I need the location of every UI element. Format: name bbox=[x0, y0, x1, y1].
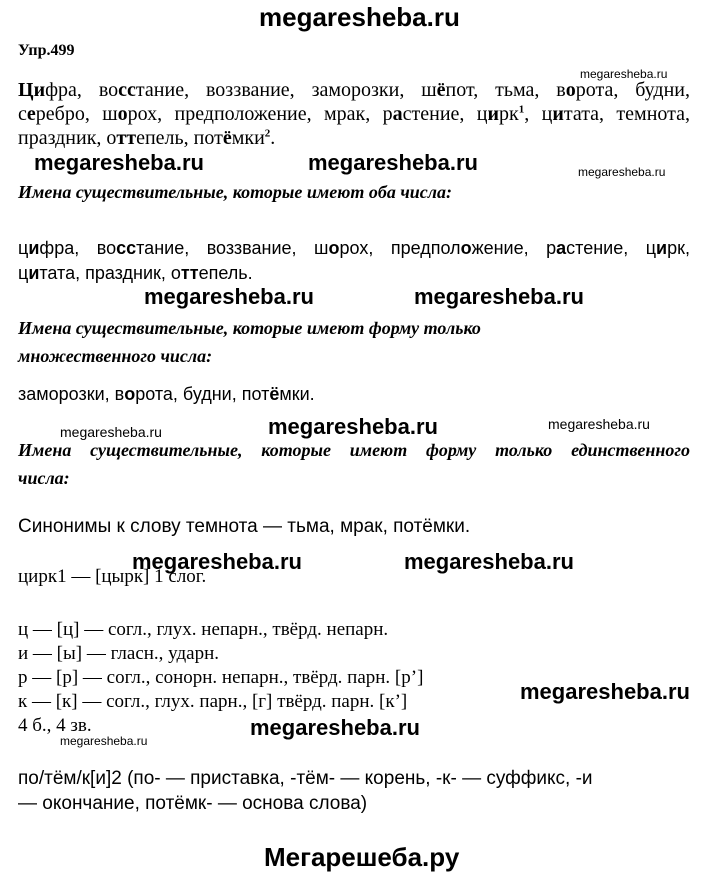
section-heading-singular-line-2: числа: bbox=[18, 468, 70, 488]
word-fragment: фра, во bbox=[45, 79, 119, 101]
word-fragment: и bbox=[28, 263, 40, 283]
word-fragment: , ц bbox=[524, 103, 553, 125]
watermark-small: megaresheba.ru bbox=[548, 416, 650, 432]
word-fragment: мки bbox=[231, 127, 265, 149]
synonyms-text: Синонимы к слову темнота — тьма, мрак, потёмки. bbox=[18, 516, 471, 537]
word-fragment: рк, bbox=[667, 238, 690, 258]
word-fragment: сс bbox=[118, 79, 136, 101]
word-fragment: о bbox=[117, 103, 128, 125]
site-header-title: megaresheba.ru bbox=[259, 2, 460, 32]
word-fragment: а bbox=[392, 103, 403, 125]
word-fragment: о bbox=[328, 238, 340, 258]
watermark-small: megaresheba.ru bbox=[578, 165, 666, 179]
word-fragment: жение, р bbox=[471, 238, 557, 258]
word-fragment: фра, во bbox=[39, 238, 117, 258]
watermark-bold: megaresheba.ru bbox=[132, 549, 302, 574]
word-fragment: о bbox=[460, 238, 472, 258]
heading-text: Имена существительные, которые имеют форму только единственного bbox=[18, 440, 690, 460]
word-fragment: ё bbox=[269, 384, 280, 404]
section-heading-plural-line-1: Имена существительные, которые имеют форму только bbox=[18, 318, 481, 338]
morpheme-line-1: по/тём/к[и]2 (по- — приставка, -тём- — корень, -к- — суффикс, -и bbox=[18, 768, 593, 789]
footer-brand: Мегарешеба.ру bbox=[264, 842, 460, 872]
word-fragment: и bbox=[656, 238, 668, 258]
word-fragment: а bbox=[556, 238, 567, 258]
word-fragment: тата, праздник, о bbox=[39, 263, 181, 283]
word-fragment: ребро, ш bbox=[35, 103, 118, 125]
word-fragment: сс bbox=[116, 238, 137, 258]
watermark-bold: megaresheba.ru bbox=[34, 150, 204, 175]
word-fragment: и bbox=[28, 238, 40, 258]
word-fragment: мки. bbox=[279, 384, 315, 404]
word-fragment: ц bbox=[18, 238, 29, 258]
watermark-bold: megaresheba.ru bbox=[520, 679, 690, 704]
word-fragment: епель. bbox=[198, 263, 253, 283]
word-fragment: о bbox=[124, 384, 136, 404]
phonetic-summary: 4 б., 4 зв. bbox=[18, 715, 92, 736]
word-fragment: рота, будни, bbox=[575, 79, 690, 101]
watermark-bold: megaresheba.ru bbox=[308, 150, 478, 175]
watermark-bold: megaresheba.ru bbox=[268, 414, 438, 439]
watermark-bold: megaresheba.ru bbox=[144, 284, 314, 309]
section-heading-both-numbers: Имена существительные, которые имеют оба числа: bbox=[18, 182, 453, 202]
word-fragment: праздник, о bbox=[18, 127, 117, 149]
word-fragment: ё bbox=[222, 127, 232, 149]
section-both-line-1 bbox=[18, 236, 690, 261]
watermark-small: megaresheba.ru bbox=[580, 67, 668, 81]
phonetic-row-2: и — [ы] — гласн., ударн. bbox=[18, 643, 220, 664]
watermark-bold: megaresheba.ru bbox=[414, 284, 584, 309]
phonetic-row-3: р — [р] — согл., сонорн. непарн., твёрд. парн. [р’] bbox=[18, 667, 424, 688]
footnote-marker: 2 bbox=[264, 127, 271, 140]
word-fragment: . bbox=[270, 127, 276, 149]
word-list-line-3 bbox=[18, 126, 690, 150]
word-fragment: стение, ц bbox=[402, 103, 488, 125]
word-fragment: рох, предпол bbox=[339, 238, 461, 258]
word-fragment: рота, будни, пот bbox=[135, 384, 270, 404]
word-fragment: тт bbox=[180, 263, 199, 283]
word-fragment: о bbox=[565, 79, 576, 101]
phonetic-word: цирк1 — [цырк] 1 слог. bbox=[18, 566, 207, 587]
watermark-bold: megaresheba.ru bbox=[250, 715, 420, 740]
watermark-small: megaresheba.ru bbox=[60, 734, 148, 748]
word-list-line-1 bbox=[18, 78, 690, 102]
footnote-marker: 1 bbox=[518, 103, 525, 116]
word-fragment: пот, тьма, в bbox=[445, 79, 566, 101]
word-fragment: тание, воззвание, заморозки, ш bbox=[135, 79, 437, 101]
word-fragment: рк bbox=[499, 103, 519, 125]
word-fragment: тт bbox=[116, 127, 137, 149]
word-fragment: тание, воззвание, ш bbox=[136, 238, 329, 258]
word-list-line-2 bbox=[18, 102, 690, 126]
word-fragment: рох, предположение, мрак, р bbox=[127, 103, 393, 125]
word-fragment: стение, ц bbox=[566, 238, 657, 258]
word-fragment: епель, пот bbox=[136, 127, 223, 149]
word-list-paragraph bbox=[18, 78, 690, 150]
word-fragment: с bbox=[18, 103, 27, 125]
section-heading-singular-line-1 bbox=[18, 436, 690, 464]
word-fragment: е bbox=[26, 103, 36, 125]
word-fragment: ц bbox=[18, 263, 29, 283]
word-fragment: ё bbox=[436, 79, 446, 101]
word-fragment: и bbox=[33, 79, 46, 101]
morpheme-line-2: — окончание, потёмк- — основа слова) bbox=[18, 793, 368, 814]
word-fragment: и bbox=[552, 103, 564, 125]
word-fragment: Ц bbox=[18, 79, 34, 101]
phonetic-row-4: к — [к] — согл., глух. парн., [г] твёрд. парн. [к’] bbox=[18, 691, 408, 712]
word-fragment: и bbox=[487, 103, 500, 125]
section-plural-text bbox=[18, 382, 315, 407]
watermark-bold: megaresheba.ru bbox=[404, 549, 574, 574]
section-both-text bbox=[18, 236, 690, 286]
phonetic-row-1: ц — [ц] — согл., глух. непарн., твёрд. непарн. bbox=[18, 619, 389, 640]
section-heading-plural-line-2: множественного числа: bbox=[18, 346, 213, 366]
word-fragment: тата, темнота, bbox=[563, 103, 690, 125]
section-both-line-2 bbox=[18, 261, 690, 286]
exercise-title: Упр.499 bbox=[18, 42, 75, 59]
word-fragment: заморозки, в bbox=[18, 384, 125, 404]
watermark-small: megaresheba.ru bbox=[60, 424, 162, 440]
